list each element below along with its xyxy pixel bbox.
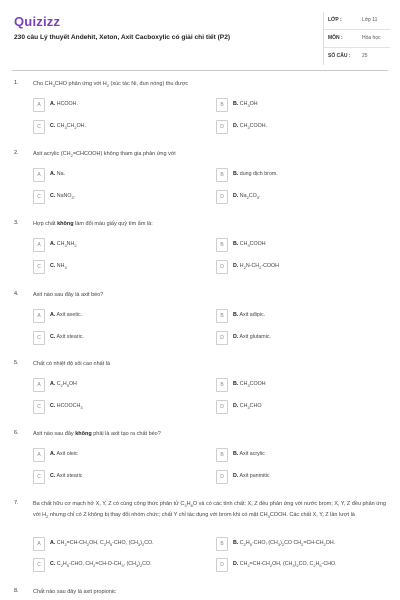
option-text: D. $CH_3CHO$	[233, 403, 262, 411]
question-number: 3.	[14, 220, 19, 226]
question-text: Axit acrylic $(CH_2=CHCOOH)$ không tham gia phản ứng với	[33, 151, 176, 159]
option-letter-box: B	[216, 448, 228, 462]
question-text: Chất có nhiệt độ sôi cao nhất là	[33, 361, 111, 367]
option-text: D. Axit panmitic	[233, 473, 270, 479]
meta-table	[323, 12, 390, 65]
question-number: 1.	[14, 80, 19, 86]
meta-row-count: SỐ CÂU : 25	[328, 53, 368, 59]
option-text: C. $NH_3$	[50, 263, 67, 271]
option-text: B. dung dịch brom.	[233, 171, 278, 177]
question-text: Ba chất hữu cơ mạch hở X, Y, Z có cùng công thức phân tử $C_3H_6O$ và có các tính chất: X, Z đều phản ứng với nước brom; X, Y, Z đều phản ứng với $H_2$ nhưng chỉ có Z không bị thay đổi nhóm chức; chất Y chỉ tác dụng với brom khi có mặt $CH_3COOH$. Các chất X, Y, Z lần lượt là	[33, 501, 387, 519]
option-letter-box: B	[216, 238, 228, 252]
option-text: C. $CH_3CH_2OH$.	[50, 123, 86, 131]
option-text: A. $CH_3NH_2$	[50, 241, 77, 249]
option-text: D. Axit glutamic.	[233, 334, 271, 340]
option-text: D. $Na_2CO_3$.	[233, 193, 261, 201]
option-letter-box: B	[216, 168, 228, 182]
option-letter-box: A	[33, 448, 45, 462]
option-text: A. Axit axetic.	[50, 312, 83, 318]
question-number: 2.	[14, 150, 19, 156]
option-text: C. Axit stearic	[50, 473, 83, 479]
document-header	[0, 0, 400, 62]
question-number: 5.	[14, 360, 19, 366]
option-letter-box: A	[33, 168, 45, 182]
option-letter-box: B	[216, 98, 228, 112]
document-title: 230 câu Lý thuyết Andehit, Xeton, Axit Cacboxylic có giải chi tiết (P2)	[14, 34, 231, 41]
question-text: Chất nào sau đây là axit propionic	[33, 589, 116, 595]
option-text: C. $HCOOCH_3$	[50, 403, 83, 411]
option-letter-box: D	[216, 331, 228, 345]
option-letter-box: A	[33, 238, 45, 252]
option-text: B. $CH_3OH$	[233, 101, 258, 109]
option-text: D. $CH_3COOH$.	[233, 123, 268, 131]
option-letter-box: D	[216, 120, 228, 134]
question-text: Axit nào sau đây là axit béo?	[33, 292, 104, 298]
option-text: A. $CH_2=CH-CH_2OH$, $C_2H_5$-CHO, $(CH_3)_2CO$.	[50, 540, 154, 548]
option-letter-box: C	[33, 470, 45, 484]
option-text: B. $CH_3COOH$	[233, 381, 266, 389]
option-text: C. NaNO$_3$.	[50, 193, 76, 201]
option-letter-box: A	[33, 98, 45, 112]
option-letter-box: D	[216, 260, 228, 274]
option-letter-box: B	[216, 537, 228, 551]
question-number: 8.	[14, 588, 19, 594]
option-text: A. Axit oleic	[50, 451, 78, 457]
option-letter-box: A	[33, 378, 45, 392]
option-text: A. $C_2H_5OH$	[50, 381, 77, 389]
question-number: 6.	[14, 430, 19, 436]
option-text: C. $C_2H_5$-CHO, $CH_2=CH-O-CH_3$, $(CH_3)_2CO$.	[50, 561, 152, 569]
option-text: B. Axit ađipic.	[233, 312, 266, 318]
option-text: B. $CH_3COOH$	[233, 241, 266, 249]
question-text: Cho $CH_3CHO$ phản ứng với $H_2$ (xúc tác Ni, đun nóng) thu được	[33, 81, 189, 89]
question-number: 4.	[14, 291, 19, 297]
meta-row-class: LỚP : Lớp 11	[324, 12, 390, 30]
question-text: Hợp chất không làm đổi màu giấy quỳ tím ẩm là:	[33, 221, 153, 227]
option-letter-box: A	[33, 537, 45, 551]
option-letter-box: B	[216, 309, 228, 323]
option-letter-box: D	[216, 558, 228, 572]
question-text: Axit nào sau đây không phải là axit tạo ra chất béo?	[33, 431, 161, 437]
header-divider	[12, 70, 388, 71]
option-letter-box: A	[33, 309, 45, 323]
option-letter-box: C	[33, 400, 45, 414]
option-letter-box: C	[33, 190, 45, 204]
option-letter-box: D	[216, 400, 228, 414]
option-letter-box: C	[33, 260, 45, 274]
meta-row-subject: MÔN : Hóa học	[324, 30, 390, 48]
option-text: A. HCOOH.	[50, 101, 78, 107]
option-text: D. $H_2N-CH_2$-COOH	[233, 263, 279, 271]
option-letter-box: C	[33, 558, 45, 572]
option-letter-box: B	[216, 378, 228, 392]
option-letter-box: C	[33, 331, 45, 345]
option-text: D. $CH_2=CH-CH_2OH$, $(CH_3)_2CO$, $C_2H_5$-CHO.	[233, 561, 337, 569]
option-text: C. Axit stearic.	[50, 334, 84, 340]
option-letter-box: D	[216, 190, 228, 204]
question-number: 7.	[14, 500, 19, 506]
option-text: B. $C_2H_5$-CHO, $(CH_3)_2CO$ $CH_2=CH-CH_2OH$.	[233, 540, 336, 548]
option-letter-box: D	[216, 470, 228, 484]
quizizz-logo: Quizizz	[14, 14, 61, 29]
option-text: A. Na.	[50, 171, 66, 177]
option-letter-box: C	[33, 120, 45, 134]
option-text: B. Axit acrylic	[233, 451, 265, 457]
